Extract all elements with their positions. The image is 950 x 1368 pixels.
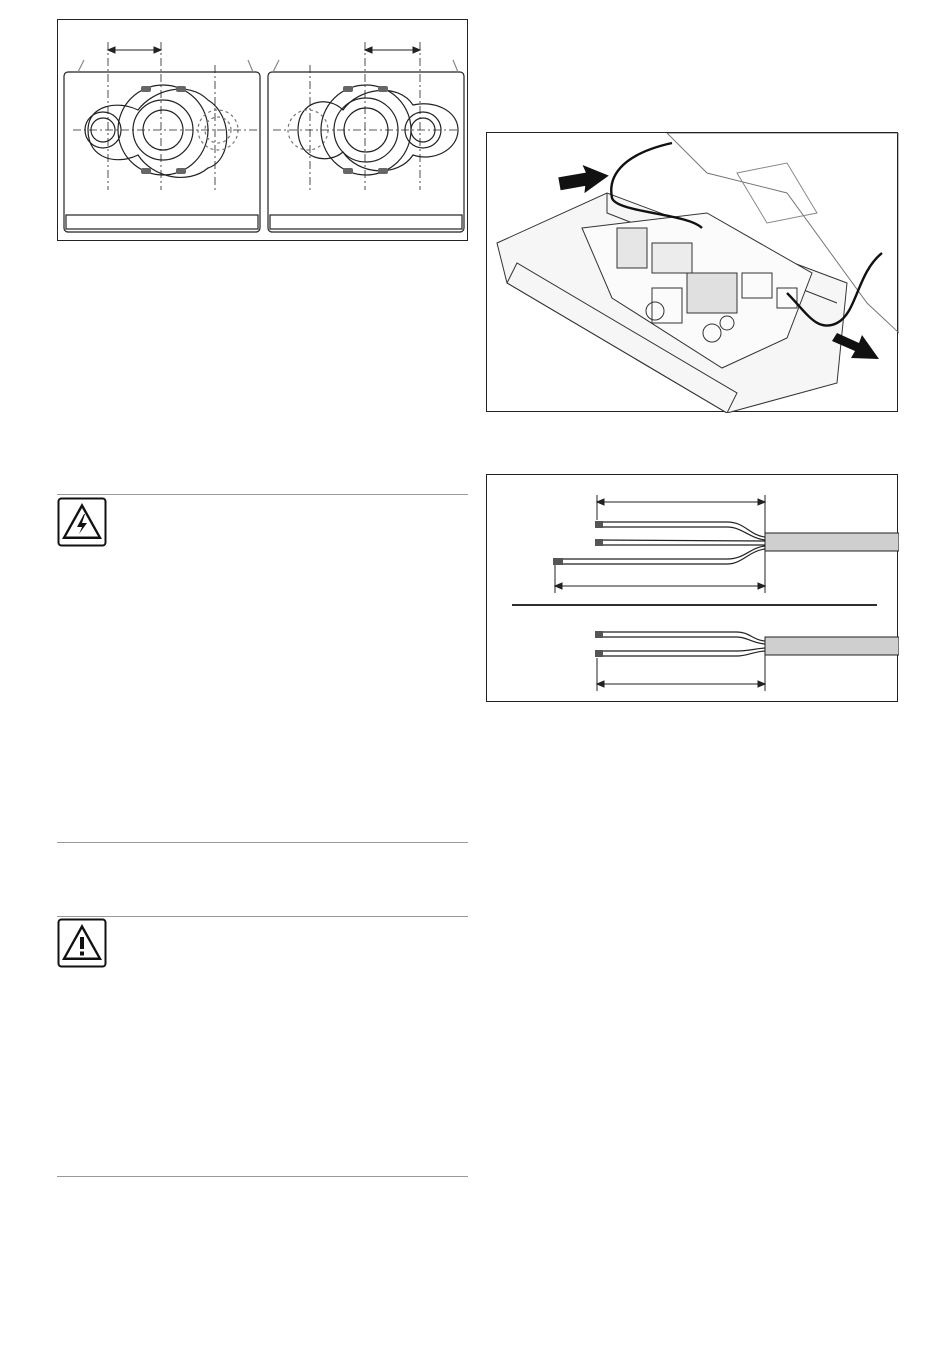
stripped-cable-drawing [487, 475, 899, 703]
cable-stripping-lengths-figure [486, 474, 898, 702]
caution-notice-top-rule [57, 916, 468, 917]
danger-notice-bottom-rule [57, 842, 468, 843]
flue-duct-offset-drawing [58, 20, 469, 242]
control-board-drawing [487, 133, 899, 413]
flue-duct-offset-figure [57, 19, 468, 241]
danger-notice-top-rule [57, 494, 468, 495]
general-warning-icon [57, 918, 107, 968]
electric-shock-warning-icon [57, 497, 107, 547]
caution-notice-bottom-rule [57, 1176, 468, 1177]
control-board-cable-routing-figure [486, 132, 898, 412]
